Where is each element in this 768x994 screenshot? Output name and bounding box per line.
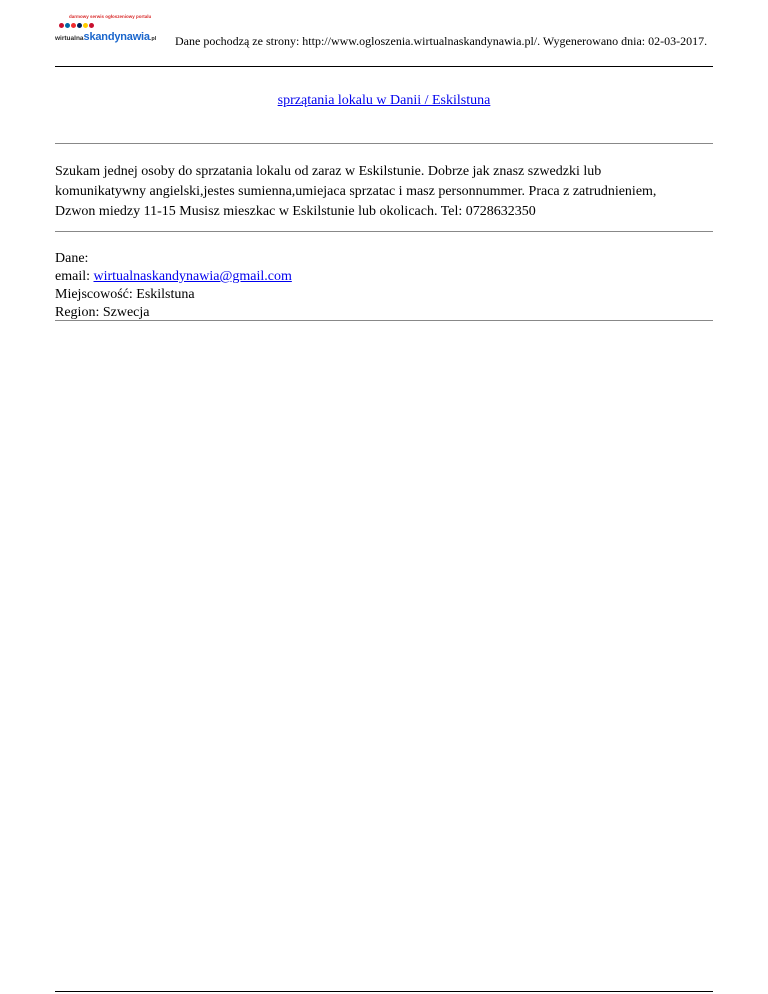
footer-divider xyxy=(55,991,713,992)
divider xyxy=(55,320,713,321)
city-value: Eskilstuna xyxy=(136,287,195,302)
logo-tagline: darmowy serwis ogłoszeniowy portalu xyxy=(69,14,152,19)
region-label: Region: xyxy=(55,305,100,320)
city-label: Miejscowość: xyxy=(55,287,133,302)
ad-description: Szukam jednej osoby do sprzatania lokalu od zaraz w Eskilstunie. Dobrze jak znasz szwedzki lub komunikatywny angielski,jestes sumienna,umiejaca sprzatac i masz personnummer. Praca z zatrudnieniem, Dzwon miedzy 11-15 Musisz mieszkac w Eskilstunie lub okolicach. Tel: 0728632350 xyxy=(55,164,657,219)
ad-title-link[interactable]: sprzątania lokalu w Danii / Eskilstuna xyxy=(277,93,491,108)
divider xyxy=(55,231,713,232)
email-row xyxy=(55,268,695,286)
source-notice: Dane pochodzą ze strony: http://www.ogloszenia.wirtualnaskandynawia.pl/. Wygenerowano dnia: 02-03-2017. xyxy=(175,34,708,48)
divider xyxy=(55,143,713,144)
logo-word-part1: wirtualna xyxy=(55,35,84,42)
details-heading: Dane: xyxy=(55,251,89,266)
ad-title xyxy=(0,93,768,109)
logo-word-part3: .pl xyxy=(149,36,157,42)
city-row xyxy=(55,286,695,304)
page-header xyxy=(55,14,713,67)
site-logo[interactable] xyxy=(55,14,167,50)
email-label: email: xyxy=(55,269,90,284)
ad-details xyxy=(55,250,695,322)
logo-wordmark xyxy=(55,28,156,44)
logo-word-part2: skandynawia xyxy=(83,31,150,43)
region-value: Szwecja xyxy=(102,305,150,320)
email-link[interactable]: wirtualnaskandynawia@gmail.com xyxy=(93,269,292,284)
